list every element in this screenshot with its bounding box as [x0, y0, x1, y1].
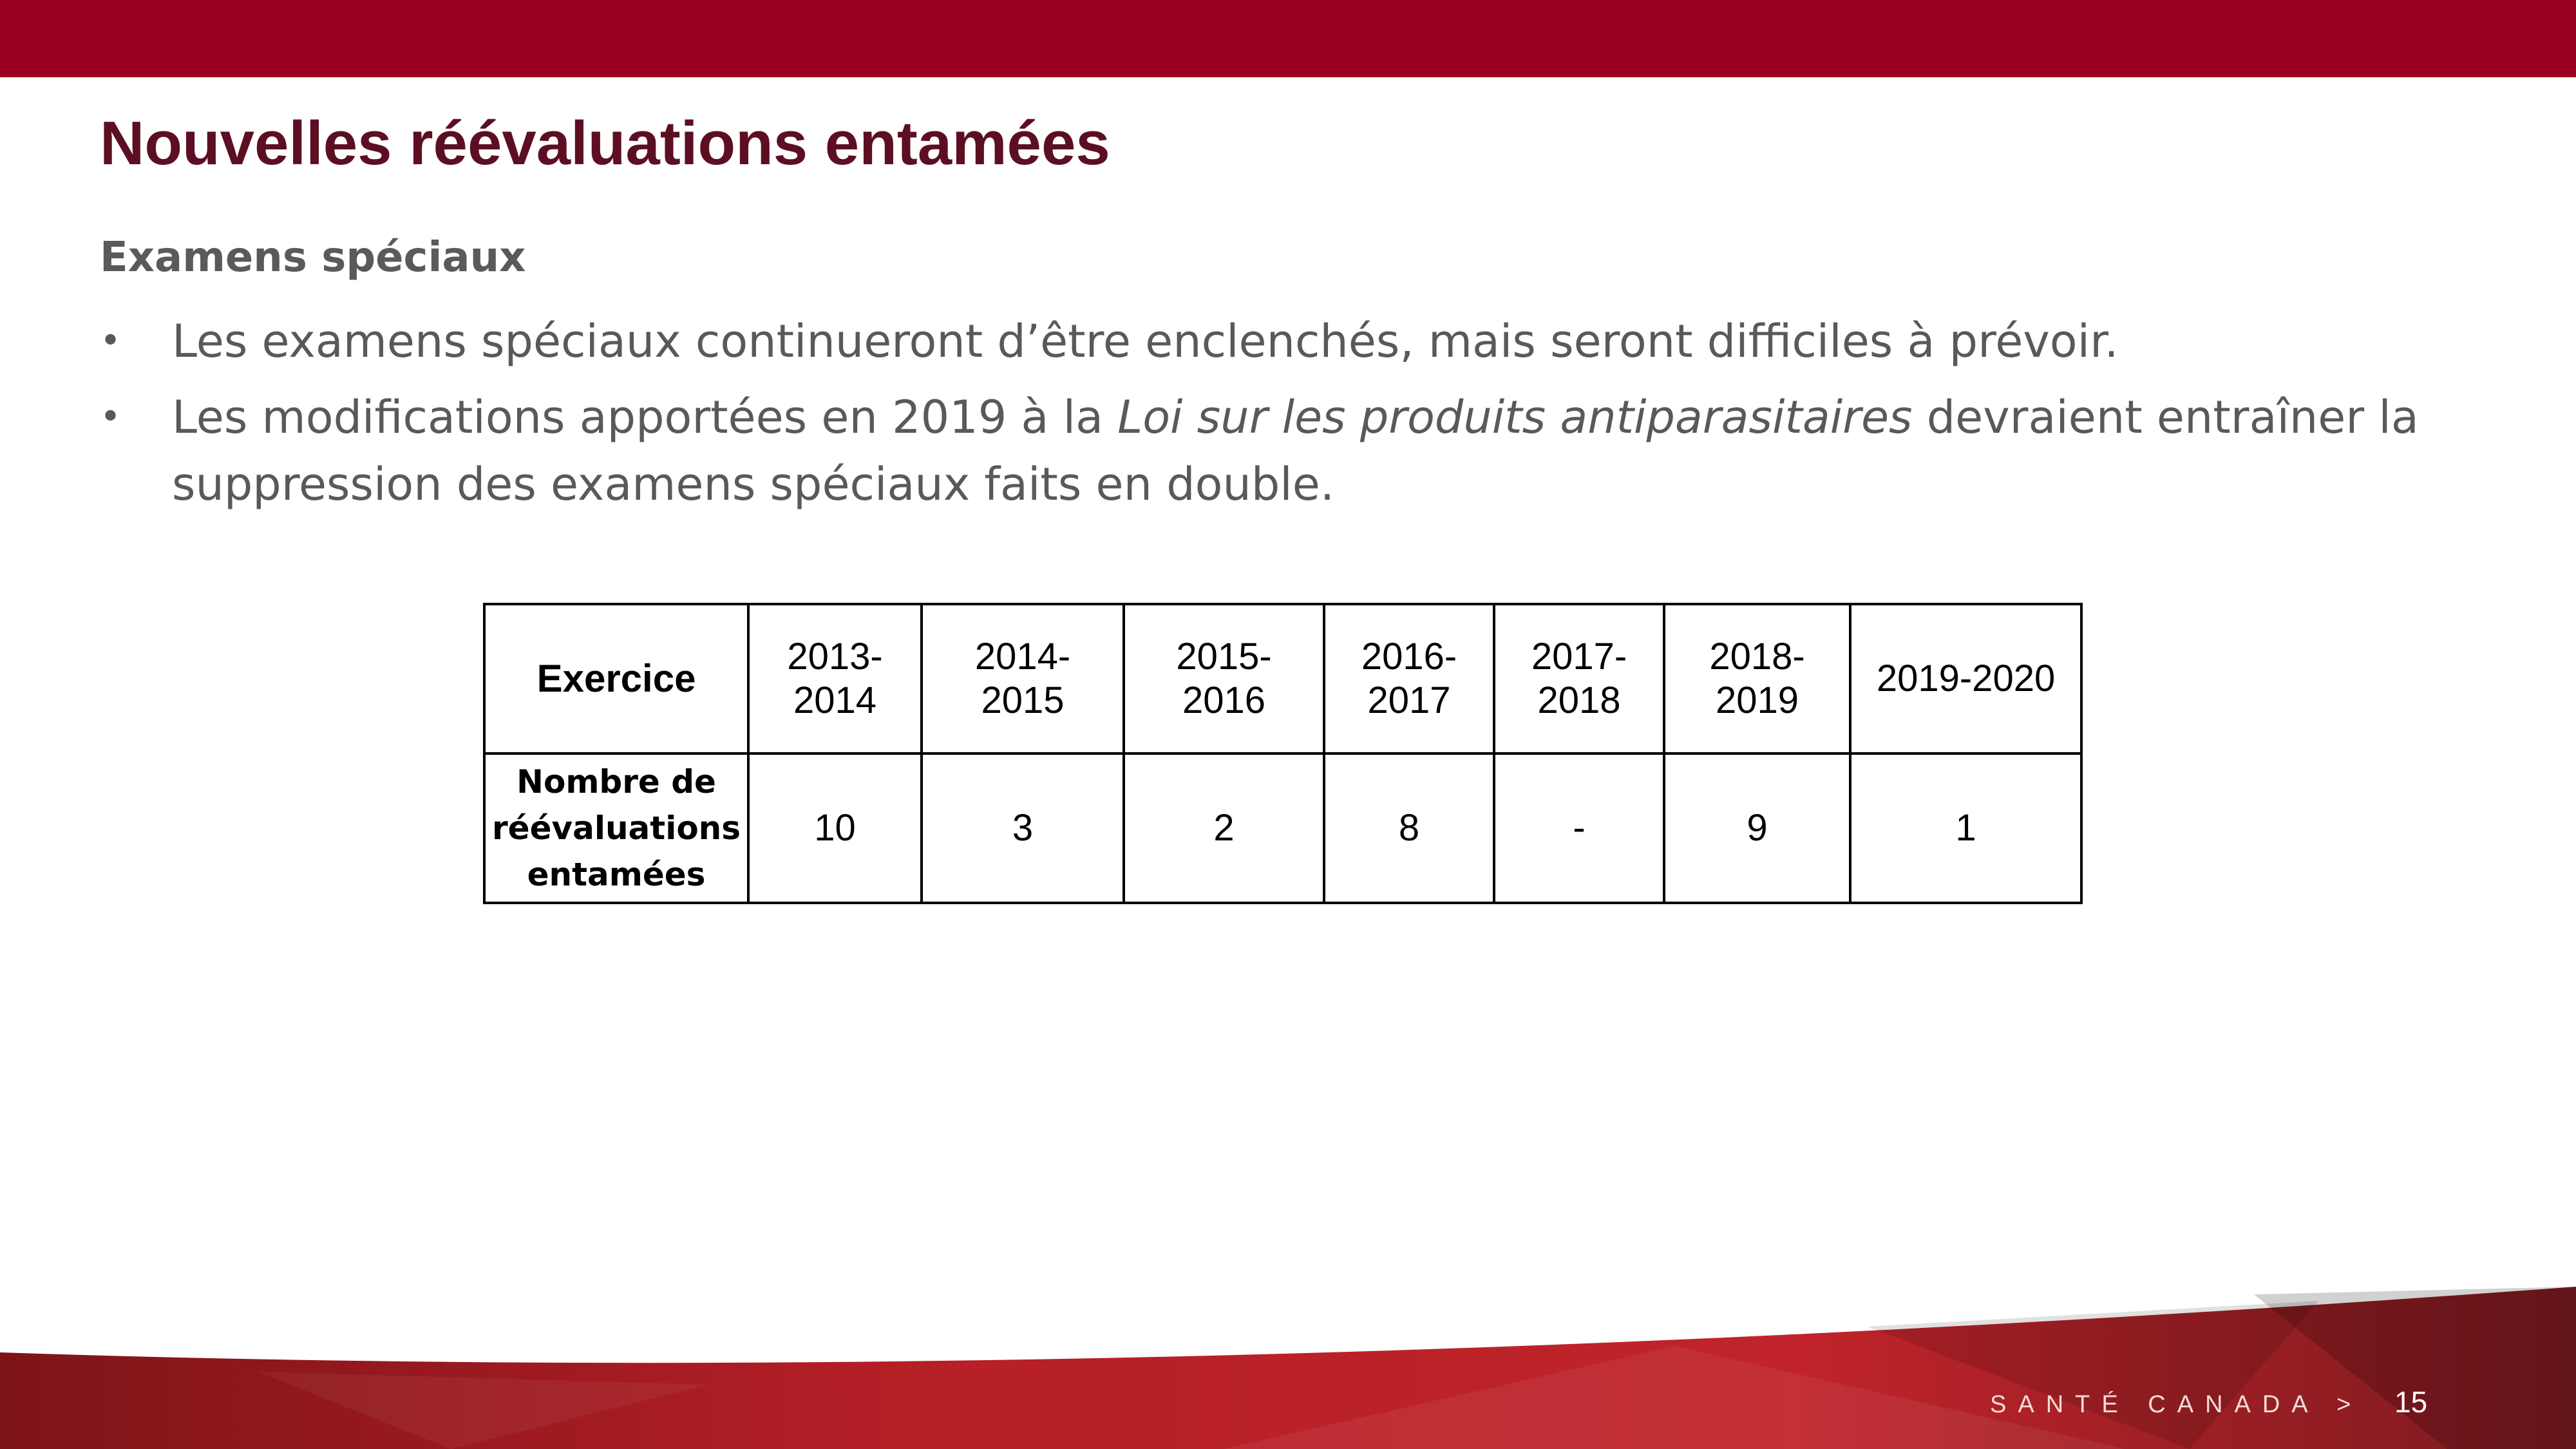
slide-title: Nouvelles réévaluations entamées [100, 109, 1110, 178]
value-cell: 3 [922, 753, 1124, 903]
page-number: 15 [2394, 1385, 2428, 1419]
top-bar [0, 0, 2576, 77]
value-cell: 2 [1124, 753, 1324, 903]
table-row-label: Nombre de réévaluations entamées [484, 753, 748, 903]
bullet-item [100, 384, 2444, 518]
law-title: Loi sur les produits antiparasitaires [1117, 391, 1913, 444]
year-cell: 2019-2020 [1850, 604, 2081, 753]
year-cell: 2015- 2016 [1124, 604, 1324, 753]
year-cell: 2017- 2018 [1494, 604, 1664, 753]
table-header-label: Exercice [484, 604, 748, 753]
table-header-row [484, 604, 2081, 753]
bullet-text: Les modifications apportées en 2019 à la [172, 391, 1118, 444]
footer-wave [0, 1275, 2576, 1449]
year-cell: 2018- 2019 [1664, 604, 1850, 753]
reevaluations-table [483, 603, 2083, 904]
section-heading: Examens spéciaux [100, 234, 526, 281]
value-cell: 8 [1324, 753, 1494, 903]
value-cell: - [1494, 753, 1664, 903]
footer-brand: SANTÉ CANADA > [1990, 1391, 2363, 1418]
table-row [484, 753, 2081, 903]
year-cell: 2016- 2017 [1324, 604, 1494, 753]
bullet-icon: • [100, 396, 122, 438]
bullet-list [100, 308, 2444, 527]
bullet-text-continued: devraient entraîner la suppression des examens spéciaux faits en double. [172, 391, 2419, 511]
year-cell: 2013- 2014 [748, 604, 922, 753]
bullet-item [100, 308, 2444, 375]
bullet-icon: • [100, 320, 122, 362]
year-cell: 2014- 2015 [922, 604, 1124, 753]
value-cell: 1 [1850, 753, 2081, 903]
value-cell: 9 [1664, 753, 1850, 903]
value-cell: 10 [748, 753, 922, 903]
bullet-text: Les examens spéciaux continueront d’être enclenchés, mais seront difficiles à prévoir. [172, 315, 2119, 368]
